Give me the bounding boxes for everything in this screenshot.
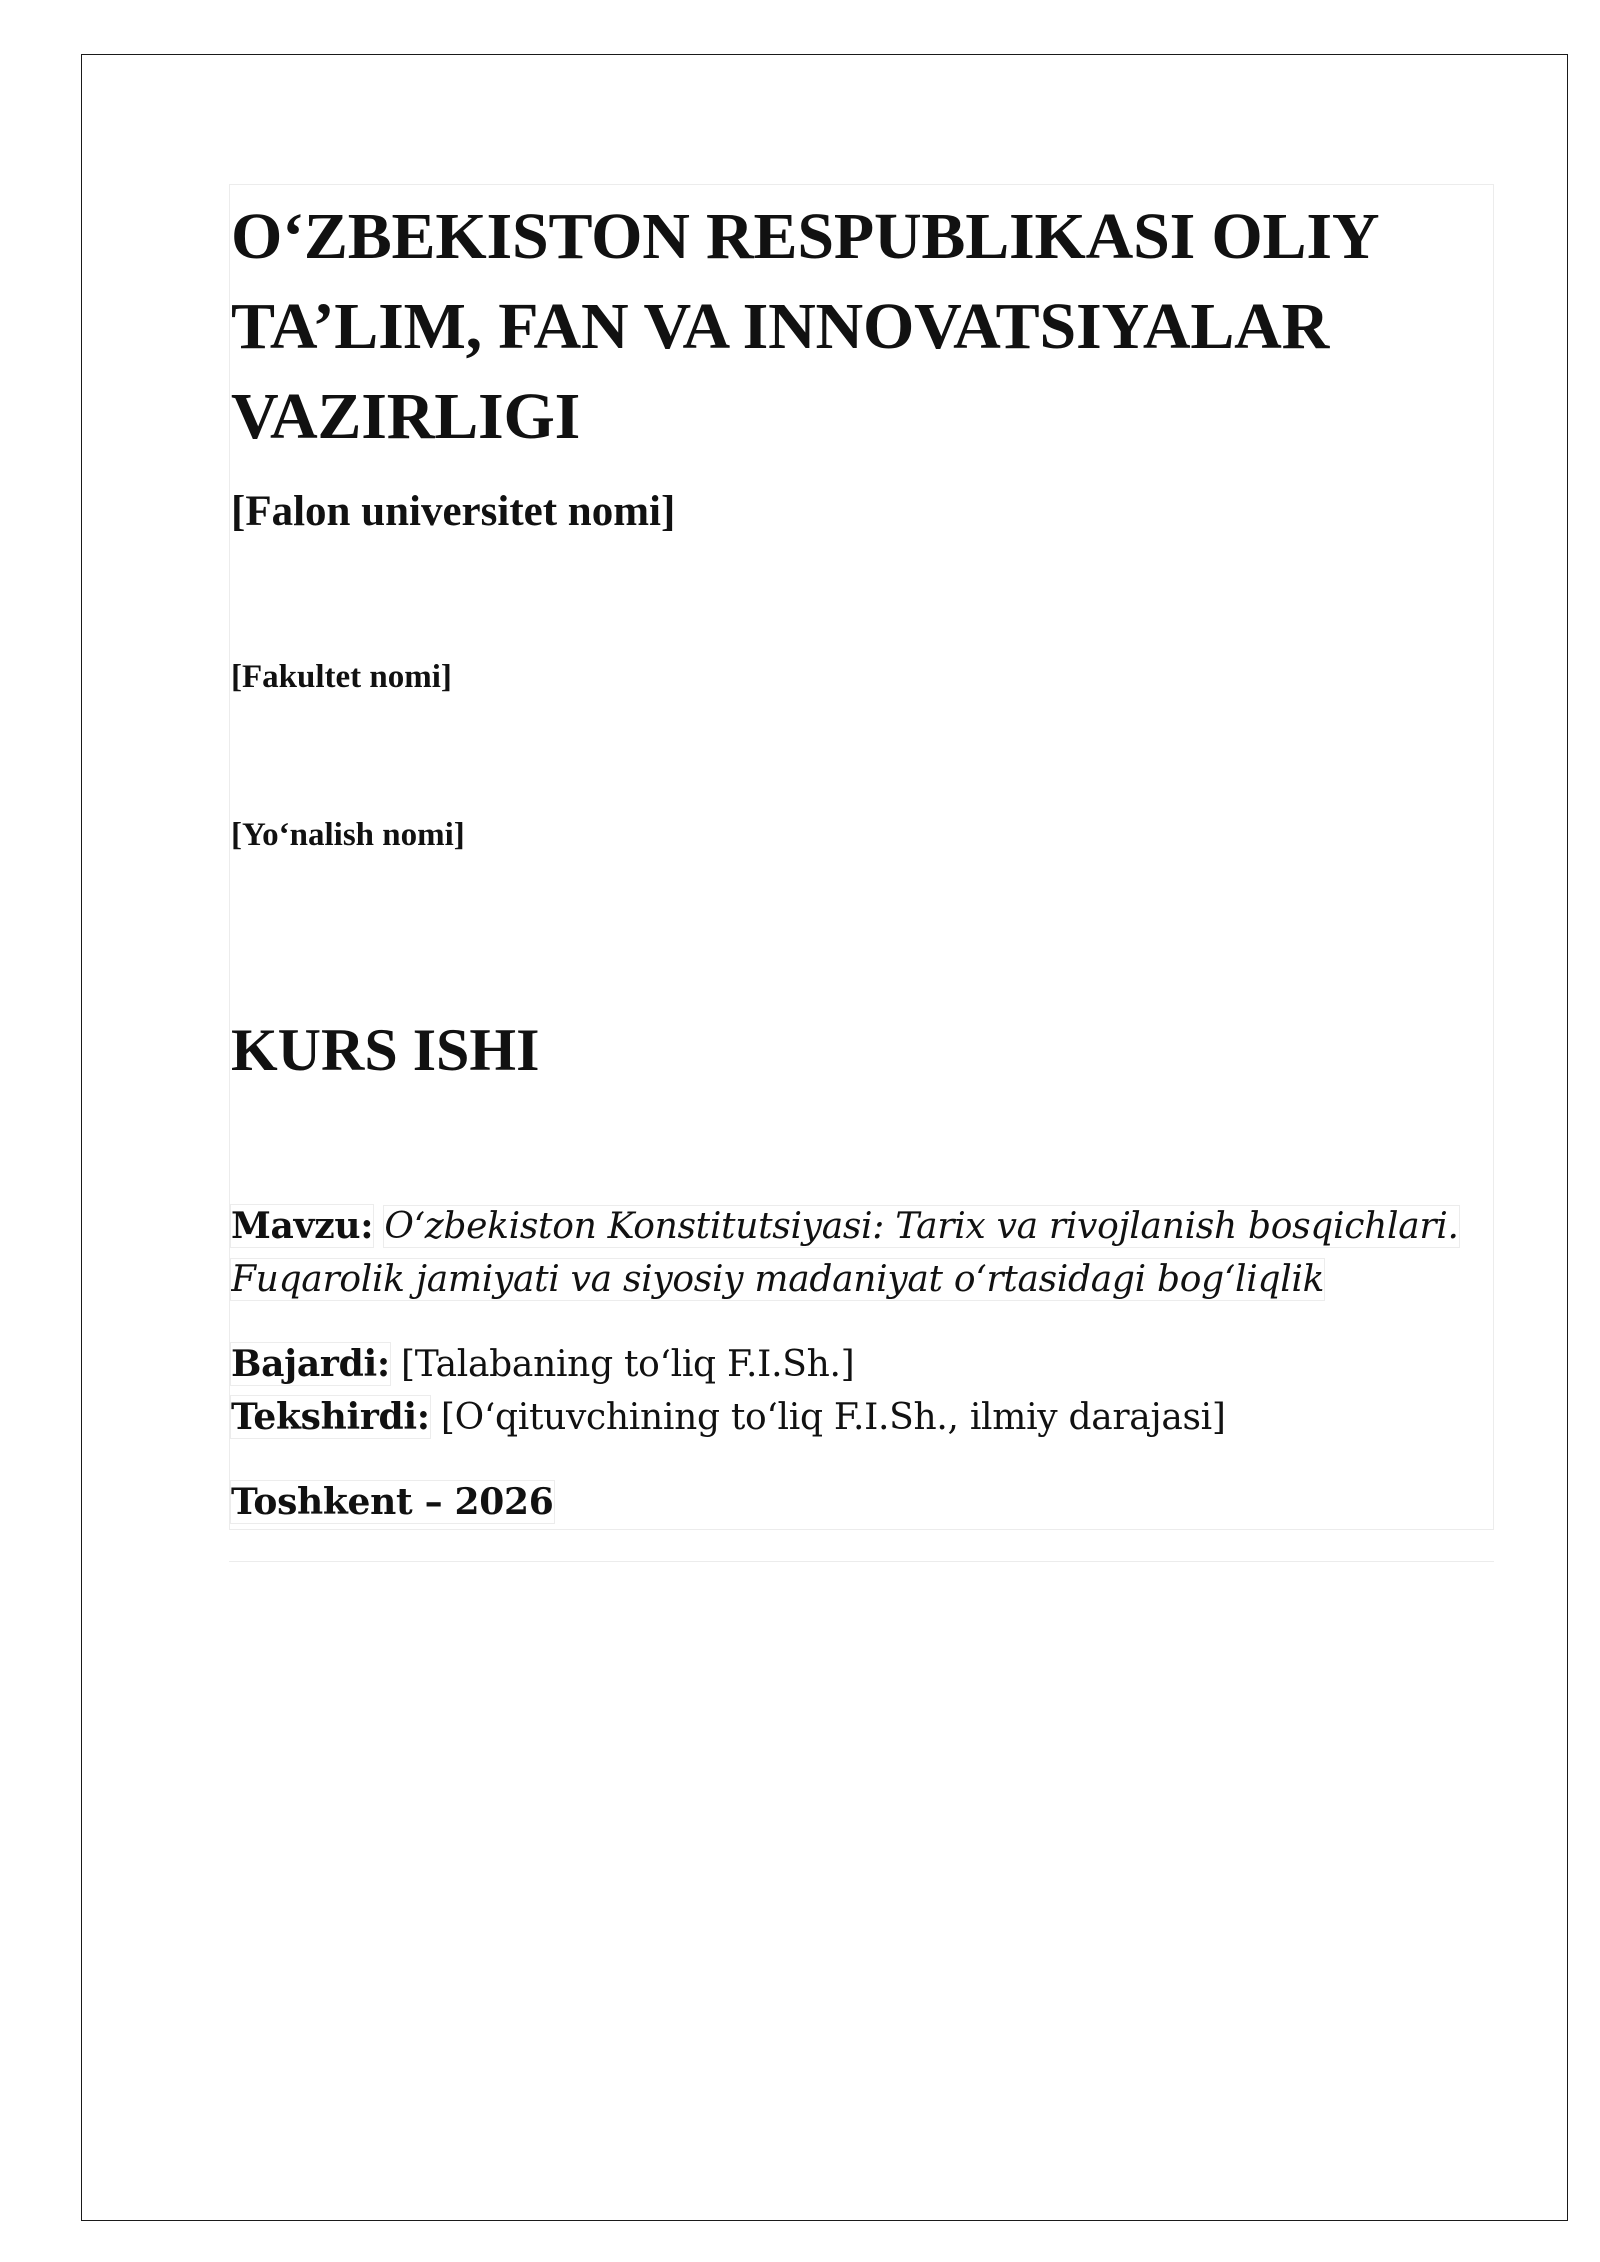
checked-row (231, 1391, 1226, 1444)
checked-value: [O‘qituvchining to‘liq F.I.Sh., ilmiy darajasi] (440, 1397, 1226, 1438)
topic-value: O‘zbekiston Konstitutsiyasi: Tarix va rivojlanish bosqichlari. Fuqarolik jamiyati va siyosiy madaniyat o‘rtasidagi bog‘liqlik (231, 1206, 1459, 1300)
city-year (231, 1476, 554, 1529)
topic-paragraph (231, 1200, 1493, 1306)
people-block (231, 1338, 1226, 1444)
divider-line (229, 1561, 1494, 1562)
faculty-name: [Fakultet nomi] (231, 659, 452, 695)
ministry-heading: O‘ZBEKISTON RESPUBLIKASI OLIY TA’LIM, FAN VA INNOVATSIYALAR VAZIRLIGI (231, 200, 1377, 453)
performed-value: [Talabaning to‘liq F.I.Sh.] (400, 1344, 855, 1385)
city-year-text: Toshkent – 2026 (231, 1481, 554, 1523)
direction-name: [Yo‘nalish nomi] (231, 817, 465, 853)
university-name: [Falon universitet nomi] (231, 488, 676, 535)
topic-label: Mavzu: (231, 1205, 374, 1247)
checked-label: Tekshirdi: (231, 1396, 430, 1438)
document-type-heading: KURS ISHI (231, 1017, 540, 1083)
performed-label: Bajardi: (231, 1343, 390, 1385)
performed-row (231, 1338, 1226, 1391)
